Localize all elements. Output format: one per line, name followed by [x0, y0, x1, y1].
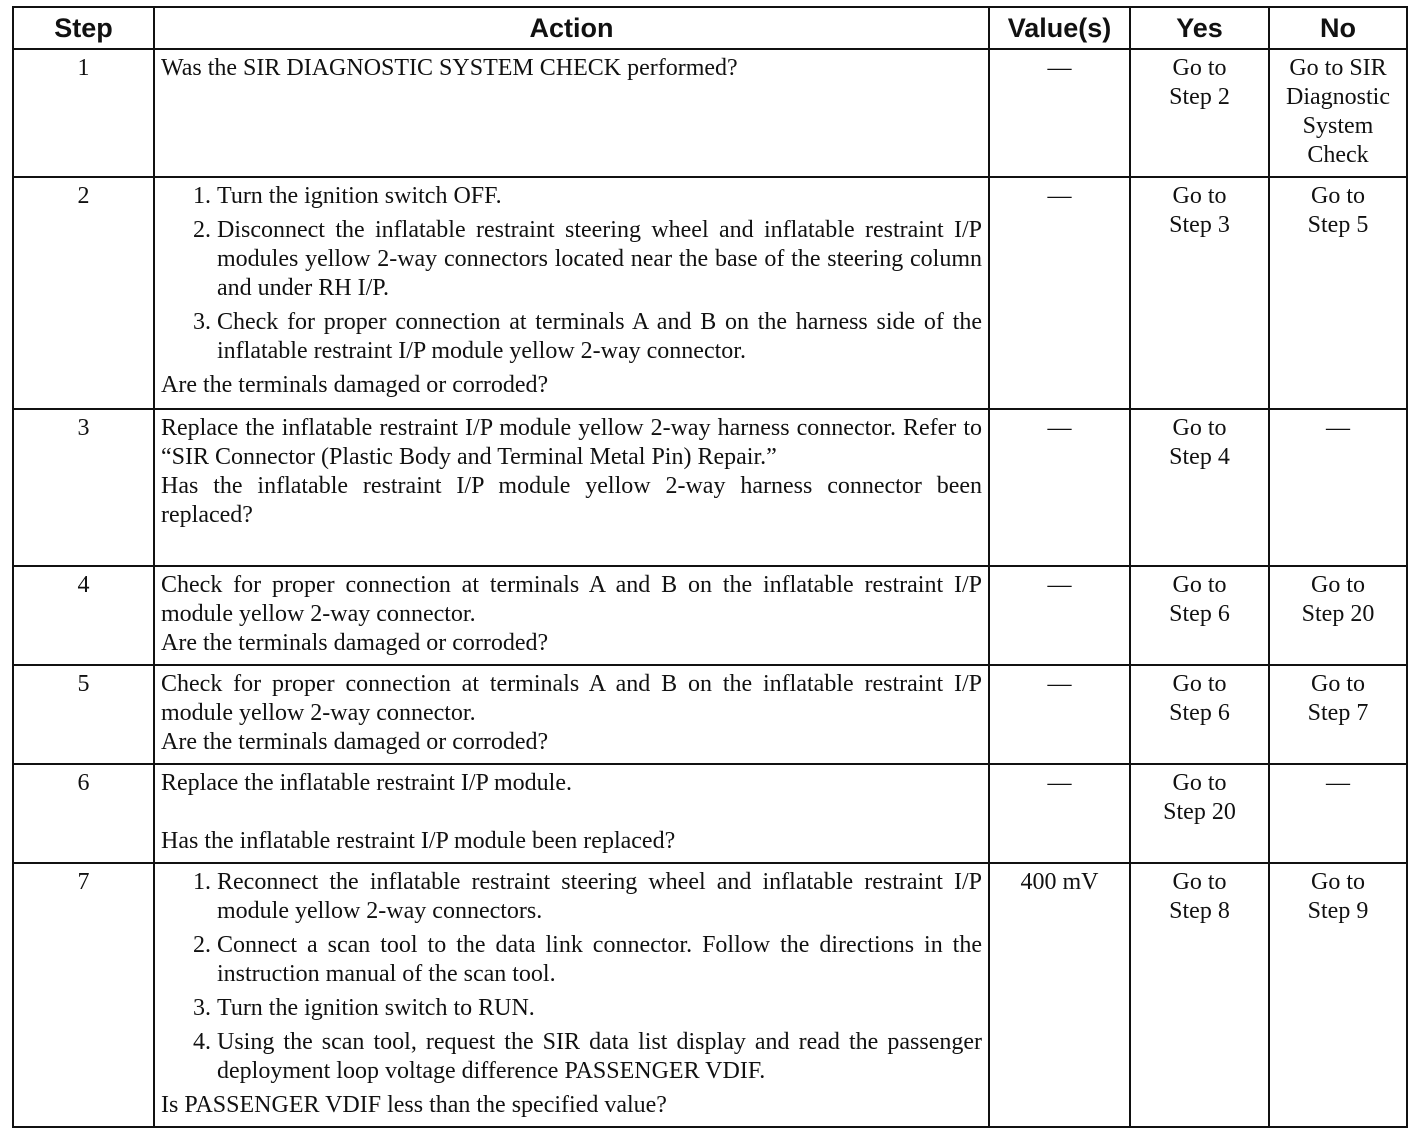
action-text: Replace the inflatable restraint I/P module. [161, 770, 572, 796]
no-cell: Go to Step 20 [1269, 566, 1407, 665]
value-cell: — [989, 665, 1130, 764]
table-row [13, 764, 1407, 863]
substep-item: 2. Disconnect the inflatable restraint steering wheel and inflatable restraint I/P modules yellow 2-way connectors located near the base of the steering column and under RH I/P. [217, 216, 982, 303]
no-cell: Go to SIR Diagnostic System Check [1269, 49, 1407, 177]
action-text: Check for proper connection at terminals A and B on the inflatable restraint I/P module yellow 2-way connector. [161, 671, 982, 726]
yes-cell: Go to Step 20 [1130, 764, 1269, 863]
table-row [13, 863, 1407, 1127]
step-number: 2 [13, 177, 154, 409]
value-cell: — [989, 764, 1130, 863]
question-text: Has the inflatable restraint I/P module yellow 2-way harness connector been replaced? [161, 473, 982, 528]
question-text: Has the inflatable restraint I/P module been replaced? [161, 828, 676, 854]
yes-cell: Go to Step 8 [1130, 863, 1269, 1127]
value-cell: — [989, 49, 1130, 177]
header-row [13, 7, 1407, 49]
yes-cell: Go to Step 6 [1130, 566, 1269, 665]
substep-item: 2. Connect a scan tool to the data link connector. Follow the directions in the instruction manual of the scan tool. [217, 931, 982, 989]
no-cell: Go to Step 9 [1269, 863, 1407, 1127]
action-text: Was the SIR DIAGNOSTIC SYSTEM CHECK performed? [161, 55, 738, 81]
step-number: 7 [13, 863, 154, 1127]
step-number: 3 [13, 409, 154, 566]
step-number: 5 [13, 665, 154, 764]
table-row [13, 566, 1407, 665]
value-cell: — [989, 566, 1130, 665]
substep-list [161, 868, 982, 1086]
no-cell: — [1269, 409, 1407, 566]
no-cell: — [1269, 764, 1407, 863]
substep-item: 1. Turn the ignition switch OFF. [217, 182, 982, 211]
step-number: 1 [13, 49, 154, 177]
question-text: Are the terminals damaged or corroded? [161, 372, 549, 398]
header-action: Action [154, 7, 989, 49]
action-cell [154, 863, 989, 1127]
table-row [13, 665, 1407, 764]
question-text: Is PASSENGER VDIF less than the specified value? [161, 1092, 667, 1118]
step-number: 4 [13, 566, 154, 665]
action-cell [154, 665, 989, 764]
substep-item: 4. Using the scan tool, request the SIR data list display and read the passenger deployment loop voltage difference PASSENGER VDIF. [217, 1028, 982, 1086]
header-no: No [1269, 7, 1407, 49]
action-cell [154, 49, 989, 177]
substep-item: 3. Check for proper connection at terminals A and B on the harness side of the inflatable restraint I/P module yellow 2-way connector. [217, 308, 982, 366]
header-step: Step [13, 7, 154, 49]
value-cell: 400 mV [989, 863, 1130, 1127]
action-cell [154, 177, 989, 409]
step-number: 6 [13, 764, 154, 863]
value-cell: — [989, 409, 1130, 566]
action-cell [154, 409, 989, 566]
question-text: Are the terminals damaged or corroded? [161, 630, 549, 656]
table-row [13, 409, 1407, 566]
yes-cell: Go to Step 4 [1130, 409, 1269, 566]
table-row [13, 49, 1407, 177]
substep-item: 1. Reconnect the inflatable restraint steering wheel and inflatable restraint I/P module yellow 2-way connectors. [217, 868, 982, 926]
value-cell: — [989, 177, 1130, 409]
substep-list [161, 182, 982, 366]
no-cell: Go to Step 5 [1269, 177, 1407, 409]
yes-cell: Go to Step 6 [1130, 665, 1269, 764]
no-cell: Go to Step 7 [1269, 665, 1407, 764]
action-text: Replace the inflatable restraint I/P module yellow 2-way harness connector. Refer to “SIR Connector (Plastic Body and Terminal Metal Pin) Repair.” [161, 415, 982, 470]
question-text: Are the terminals damaged or corroded? [161, 729, 549, 755]
header-yes: Yes [1130, 7, 1269, 49]
diagnostic-table [12, 6, 1408, 1128]
action-text: Check for proper connection at terminals A and B on the inflatable restraint I/P module yellow 2-way connector. [161, 572, 982, 627]
action-cell [154, 764, 989, 863]
header-values: Value(s) [989, 7, 1130, 49]
table-row [13, 177, 1407, 409]
yes-cell: Go to Step 2 [1130, 49, 1269, 177]
substep-item: 3. Turn the ignition switch to RUN. [217, 994, 982, 1023]
yes-cell: Go to Step 3 [1130, 177, 1269, 409]
action-cell [154, 566, 989, 665]
